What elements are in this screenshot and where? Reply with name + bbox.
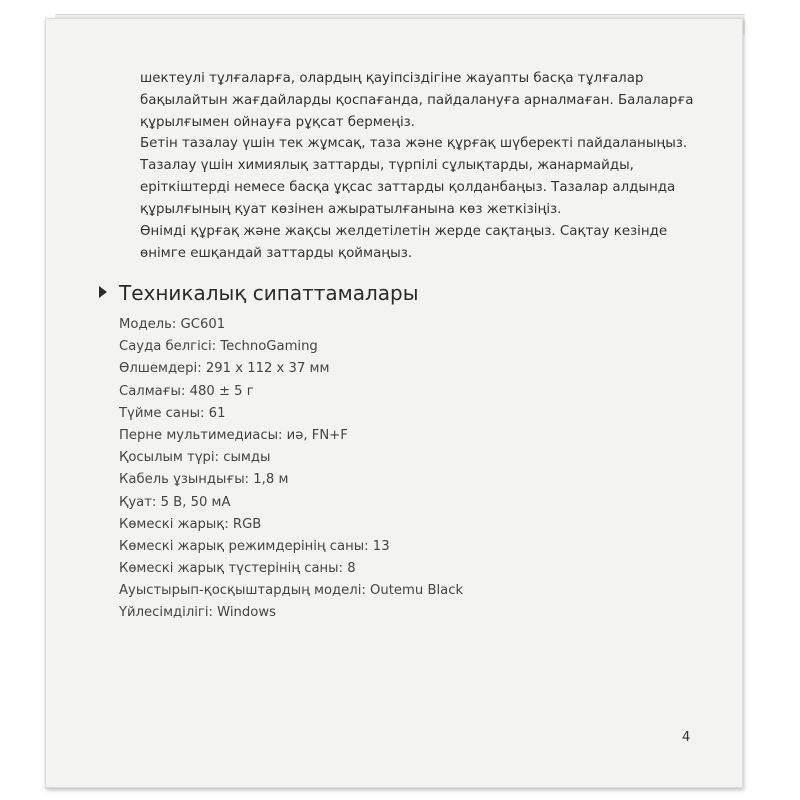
spec-compatibility: Үйлесімділігі: Windows [119,605,277,621]
spec-switch-model: Ауыстырып-қосқыштардың моделі: Outemu Black [119,583,464,599]
text-line: құрылғының қуат көзінен ажыратылғанына көз жеткізіңіз. [140,202,562,217]
specs-heading-text: Техникалық сипаттамалары [119,281,419,305]
spec-backlight: Көмескі жарық: RGB [119,516,262,532]
text-line: шектеулі тұлғаларға, олардың қауіпсіздігіне жауапты басқа тұлғалар [140,71,644,86]
text-line: Бетін тазалау үшін тек жұмсақ, таза және құрғақ шүберекті пайдаланыңыз. [140,136,688,151]
text-line: өнімге ешқандай заттарды қоймаңыз. [140,246,413,261]
triangle-bullet-icon [99,286,107,298]
specs-heading [99,281,419,305]
usage-restriction-paragraph [140,68,700,134]
storage-paragraph [140,221,700,265]
spec-backlight-colors: Көмескі жарық түстерінің саны: 8 [119,561,356,577]
spec-model: Модель: GC601 [119,317,226,332]
spec-connection-type: Қосылым түрі: сымды [119,450,271,466]
page-number: 4 [682,730,691,745]
spec-multimedia-keys: Перне мультимедиасы: иә, FN+F [119,427,348,443]
text-line: еріткіштерді немесе басқа ұқсас заттарды қолданбаңыз. Тазалар алдында [140,180,676,195]
text-line: Өнімді құрғақ және жақсы желдетілетін жерде сақтаңыз. Сақтау кезінде [140,224,668,239]
spec-weight: Салмағы: 480 ± 5 г [119,383,254,399]
spec-key-count: Түйме саны: 61 [119,405,226,421]
spec-dimensions: Өлшемдері: 291 x 112 x 37 мм [119,361,330,377]
cleaning-paragraph [140,133,700,221]
text-line: Тазалау үшін химиялық заттарды, түрпілі сұлықтарды, жанармайды, [140,158,634,173]
spec-power: Қуат: 5 В, 50 мА [119,494,231,510]
spec-cable-length: Кабель ұзындығы: 1,8 м [119,472,289,488]
spec-trademark: Сауда белгісі: TechnoGaming [119,339,318,355]
spec-backlight-modes: Көмескі жарық режимдерінің саны: 13 [119,538,390,554]
specs-list [119,314,463,625]
text-line: бақылайтын жағдайларды қоспағанда, пайдалануға арналмаған. Балаларға [140,93,694,108]
text-line: құрылғымен ойнауға рұқсат бермеңіз. [140,115,416,130]
